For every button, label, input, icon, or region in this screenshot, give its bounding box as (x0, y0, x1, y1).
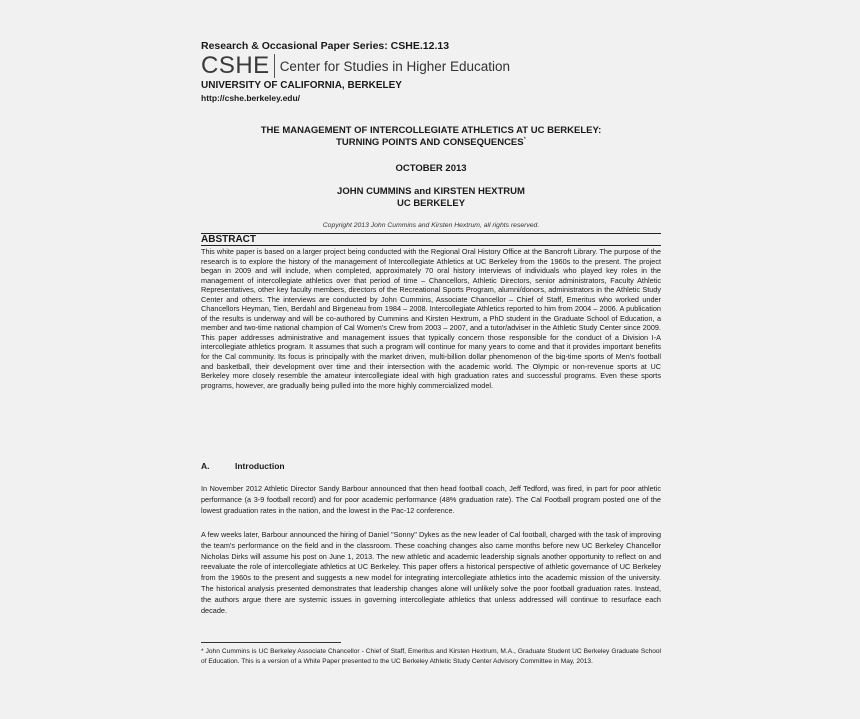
series-label: Research & Occasional Paper Series: CSHE.12.13 (201, 40, 450, 52)
section-heading (201, 461, 285, 471)
abstract-top-rule (201, 233, 661, 234)
paper-affiliation: UC BERKELEY (396, 198, 466, 209)
cshe-logo (201, 52, 510, 80)
paper-authors: JOHN CUMMINS and KIRSTEN HEXTRUM (337, 186, 525, 197)
intro-paragraph-1: In November 2012 Athletic Director Sandy Barbour announced that then head football coach, Jeff Tedford, was fired, in part for poor athletic performance (a 3-9 football record) and for poor academic performance (48% graduation rate). The Cal Football program posted one of the lowest graduation rates in the nation, and the lowest in the Pac-12 conference. (201, 484, 661, 515)
website-url: http://cshe.berkeley.edu/ (201, 93, 301, 103)
section-letter: A. (201, 461, 210, 471)
footnote-text: * John Cummins is UC Berkeley Associate Chancellor - Chief of Staff, Emeritus and Kirsten Hextrum, M.A., Graduate Student UC Berkeley Graduate School of Education. This is a version of a White Paper presented to the UC Berkeley Athletic Study Center Advisory Committee in May, 2013. (201, 648, 661, 665)
abstract-bottom-rule (201, 245, 661, 246)
logo-text: Center for Studies in Higher Education (279, 58, 511, 74)
footnote-rule (201, 642, 341, 643)
copyright-notice: Copyright 2013 John Cummins and Kirsten Hextrum, all rights reserved. (322, 222, 540, 229)
logo-divider (274, 54, 275, 78)
abstract-text: This white paper is based on a larger project being conducted with the Regional Oral History Office at the Bancroft Library. The purpose of the research is to explore the history of the management of Intercollegiate Athletics at UC Berkeley from the 1960s to the present. The project began in 2009 and will include, when completed, approximately 70 oral history interviews of individuals who played key roles in the management of intercollegiate athletics over that period of time – Chancellors, Athletic Directors, senior administrators, Faculty Athletic Representatives, other key faculty members, directors of the Recreational Sports Program, alumni/donors, administrators in the Athletic Study Center and others. The interviews are conducted by John Cummins, Associate Chancellor – Chief of Staff, Emeritus who worked under Chancellors Heyman, Tien, Berdahl and Birgeneau from 1984 – 2008. Intercollegiate Athletics reported to him from 2004 – 2006. A publication of the results is underway and will be co-authored by Cummins and Kirsten Hextrum, a PhD student in the Graduate School of Education, a member and two-time national champion of Cal Women's Crew from 2003 – 2007, and a tutor/adviser in the Athletic Study Center since 2009. This paper addresses administrative and management issues that typically concern those responsible for the conduct of a Division I-A intercollegiate athletics program. It assumes that such a program will continue for many years to come and that it provides important benefits for the Cal community. Its focus is principally with the market driven, multi-billion dollar phenomenon of the big-time sports of Men's football and basketball, their development over time and their intersection with the academic world. The Olympic or non-revenue sports at UC Berkeley more closely resemble the amateur intercollegiate ideal with high graduation rates and successful programs. Even these sports programs, however, are gradually being pulled into the more highly commercialized model. (201, 247, 661, 390)
logo-mark: CSHE (201, 52, 270, 79)
paper-date: OCTOBER 2013 (395, 163, 467, 174)
abstract-heading: ABSTRACT (201, 234, 256, 245)
university-name: UNIVERSITY OF CALIFORNIA, BERKELEY (201, 80, 402, 91)
paper-title-line1: THE MANAGEMENT OF INTERCOLLEGIATE ATHLETICS AT UC BERKELEY: (260, 125, 602, 136)
paper-title-line2-text: TURNING POINTS AND CONSEQUENCES (336, 137, 524, 149)
title-footnote-mark: * (523, 137, 526, 143)
paper-title-line2 (201, 137, 661, 148)
intro-paragraph-2: A few weeks later, Barbour announced the hiring of Daniel "Sonny" Dykes as the new leader of Cal football, charged with the task of improving the team's performance on the field and in the classroom. These coaching changes also came months before new UC Berkeley Chancellor Nicholas Dirks will assume his post on June 1, 2013. The new athletic and academic leadership signals another opportunity to reflect on and reevaluate the role of intercollegiate athletics at UC Berkeley. This paper offers a historical perspective of athletic governance of UC Berkeley from the 1960s to the present and suggests a new model for integrating intercollegiate athletics into the academic mission of the university. The historical analysis presented demonstrates that leadership changes alone will unlikely solve the poor football graduation rates. Instead, the authors argue there are systemic issues in governing intercollegiate athletics that unless addressed will continue to resurface each decade. (201, 530, 661, 615)
section-title: Introduction (235, 461, 285, 471)
